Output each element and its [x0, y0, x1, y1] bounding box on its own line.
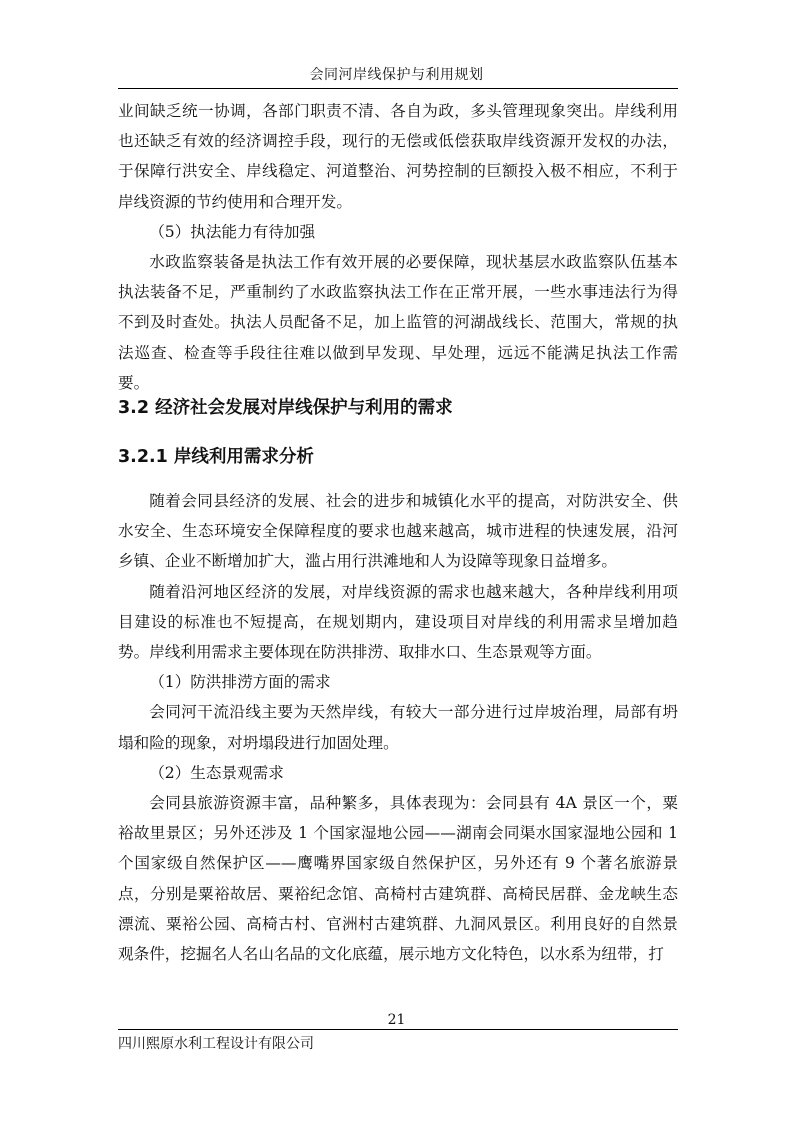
- section-heading-3-2: 3.2 经济社会发展对岸线保护与利用的需求: [118, 398, 453, 418]
- paragraph: 会同河干流沿线主要为天然岸线，有较大一部分进行过岸坡治理，局部有坍塌和险的现象，对坍塌段进行加固处理。: [118, 703, 678, 752]
- subheading-ecology-landscape: （2）生态景观需求: [149, 763, 284, 782]
- page-header-title: 会同河岸线保护与利用规划: [309, 67, 484, 83]
- section-a-body: [118, 96, 678, 398]
- section-b-body: [118, 486, 678, 969]
- footer-divider: [118, 1029, 678, 1030]
- paragraph: 随着沿河地区经济的发展，对岸线资源的需求也越来越大，各种岸线利用项目建设的标准也不短提高，在规划期内，建设项目对岸线的利用需求呈增加趋势。岸线利用需求主要体现在防洪排涝、取排水口、生态景观等方面。: [118, 582, 678, 662]
- page-number: 21: [387, 1012, 406, 1028]
- footer-company-name: 四川熙原水利工程设计有限公司: [118, 1036, 314, 1052]
- paragraph: 随着会同县经济的发展、社会的进步和城镇化水平的提高，对防洪安全、供水安全、生态环境安全保障程度的要求也越来越高，城市进程的快速发展，沿河乡镇、企业不断增加扩大，滥占用行洪滩地和人为设障等现象日益增多。: [118, 492, 678, 571]
- subheading-enforcement: （5）执法能力有待加强: [149, 222, 316, 241]
- paragraph: 水政监察装备是执法工作有效开展的必要保障，现状基层水政监察队伍基本执法装备不足，严重制约了水政监察执法工作在正常开展，一些水事违法行为得不到及时查处。执法人员配备不足，加上监管的河湖战线长、范围大，常规的执法巡查、检查等手段往往难以做到早发现、早处理，远远不能满足执法工作需要。: [118, 253, 678, 392]
- section-heading-3-2-1: 3.2.1 岸线利用需求分析: [118, 447, 314, 467]
- header-divider: [118, 88, 678, 89]
- paragraph: 会同县旅游资源丰富，品种繁多，具体表现为：会同县有 4A 景区一个，粟裕故里景区；另外还涉及 1 个国家湿地公园——湖南会同渠水国家湿地公园和 1 个国家级自然保护区——鹰嘴界国家级自然保护区，另外还有 9 个著名旅游景点，分别是粟裕故居、粟裕纪念馆、高椅村古建筑群、高椅民居群、金龙峡生态漂流、粟裕公园、高椅古村、官洲村古建筑群、九洞风景区。利用良好的自然景观条件，挖掘名人名山名品的文化底蕴，展示地方文化特色，以水系为纽带，打: [118, 794, 678, 964]
- paragraph: 业间缺乏统一协调，各部门职责不清、各自为政，多头管理现象突出。岸线利用也还缺乏有效的经济调控手段，现行的无偿或低偿获取岸线资源开发权的办法，于保障行洪安全、岸线稳定、河道整治、河势控制的巨额投入极不相应，不利于岸线资源的节约使用和合理开发。: [118, 102, 678, 211]
- subheading-flood-control: （1）防洪排涝方面的需求: [149, 673, 331, 692]
